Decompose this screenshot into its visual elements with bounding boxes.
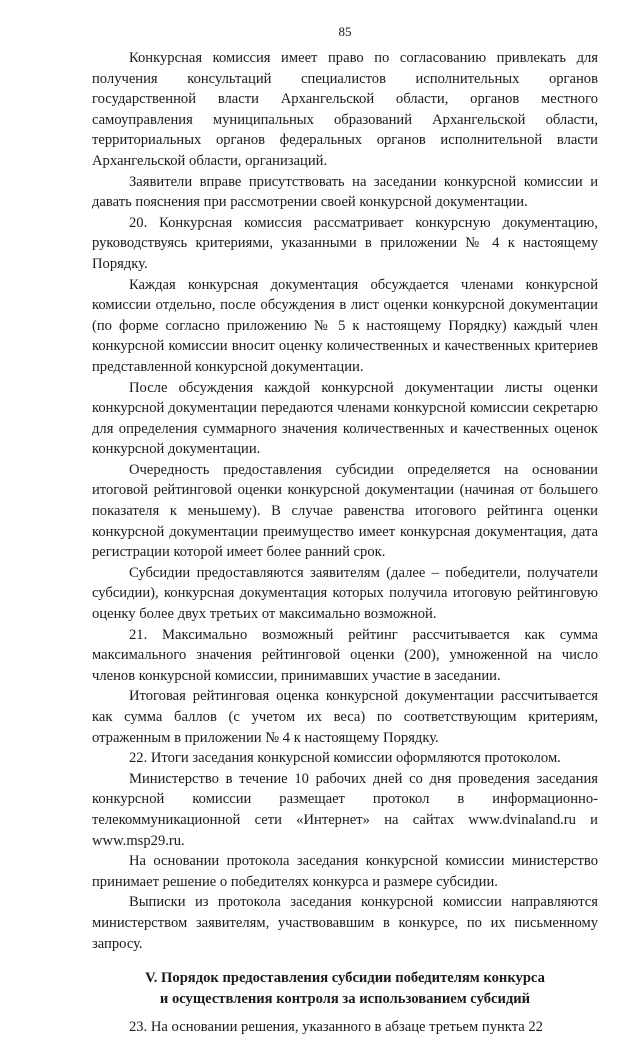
paragraph: Итоговая рейтинговая оценка конкурсной документации рассчитывается как сумма баллов (с учетом их веса) по соответствующим критериям, отраженным в приложении № 4 к настоящему Порядку. [92, 688, 598, 746]
paragraph: На основании протокола заседания конкурсной комиссии министерство принимает решение о победителях конкурса и размере субсидии. [92, 853, 598, 890]
paragraph: Очередность предоставления субсидии определяется на основании итоговой рейтинговой оценки конкурсной документации (начиная от большего показателя к меньшему). В случае равенства итогового рейтинга оценки конкурсной документации преимущество имеет конкурсная документация, дата регистрации которой имеет более ранний срок. [92, 461, 598, 561]
page-number: 85 [338, 24, 352, 39]
paragraph: Заявители вправе присутствовать на заседании конкурсной комиссии и давать пояснения при рассмотрении своей конкурсной документации. [92, 173, 598, 211]
paragraph: 23. На основании решения, указанного в абзаце третьем пункта 22 [129, 1019, 543, 1036]
paragraph: 21. Максимально возможный рейтинг рассчитывается как сумма максимального значения рейтинговой оценки (200), умноженной на число членов конкурсной комиссии, принимавших участие в заседании. [92, 626, 598, 684]
paragraph: Конкурсная комиссия имеет право по согласованию привлекать для получения консультаций специалистов исполнительных органов государственной власти Архангельской области, органов местного самоуправления муниципальных образований Архангельской области, территориальных органов федеральных органов исполнительной власти Архангельской области, организаций. [92, 50, 598, 169]
document-page [92, 24, 598, 1038]
section-heading [92, 968, 598, 1009]
paragraph: 20. Конкурсная комиссия рассматривает конкурсную документацию, руководствуясь критериями, указанными в приложении № 4 к настоящему Порядку. [92, 214, 598, 272]
paragraph: Субсидии предоставляются заявителям (далее – победители, получатели субсидии), конкурсная документация которых получила итоговую рейтинговую оценку более двух третьих от максимально возможной. [92, 564, 598, 623]
paragraph: После обсуждения каждой конкурсной документации листы оценки конкурсной документации передаются членами конкурсной комиссии секретарю для определения суммарного значения количественных и качественных оценок конкурсной документации. [92, 379, 598, 458]
paragraph: Министерство в течение 10 рабочих дней со дня проведения заседания конкурсной комиссии размещает протокол в информационно-телекоммуникационной сети «Интернет» на сайтах www.dvinaland.ru и www.msp29.ru. [92, 770, 598, 849]
section-heading-line-1: V. Порядок предоставления субсидии победителям конкурса [145, 970, 545, 987]
body-text-after [92, 1017, 598, 1038]
paragraph: 22. Итоги заседания конкурсной комиссии оформляются протоколом. [129, 750, 561, 767]
paragraph: Выписки из протокола заседания конкурсной комиссии направляются министерством заявителям, участвовавшим в конкурсе, по их письменному запросу. [92, 894, 598, 952]
paragraph: Каждая конкурсная документация обсуждается членами конкурсной комиссии отдельно, после обсуждения в лист оценки конкурсной документации (по форме согласно приложению № 5 к настоящему Порядку) каждый член конкурсной комиссии вносит оценку количественных и качественных критериев представленной конкурсной документации. [92, 276, 598, 375]
section-heading-line-2: и осуществления контроля за использованием субсидий [159, 990, 531, 1007]
body-text-before [92, 48, 598, 954]
